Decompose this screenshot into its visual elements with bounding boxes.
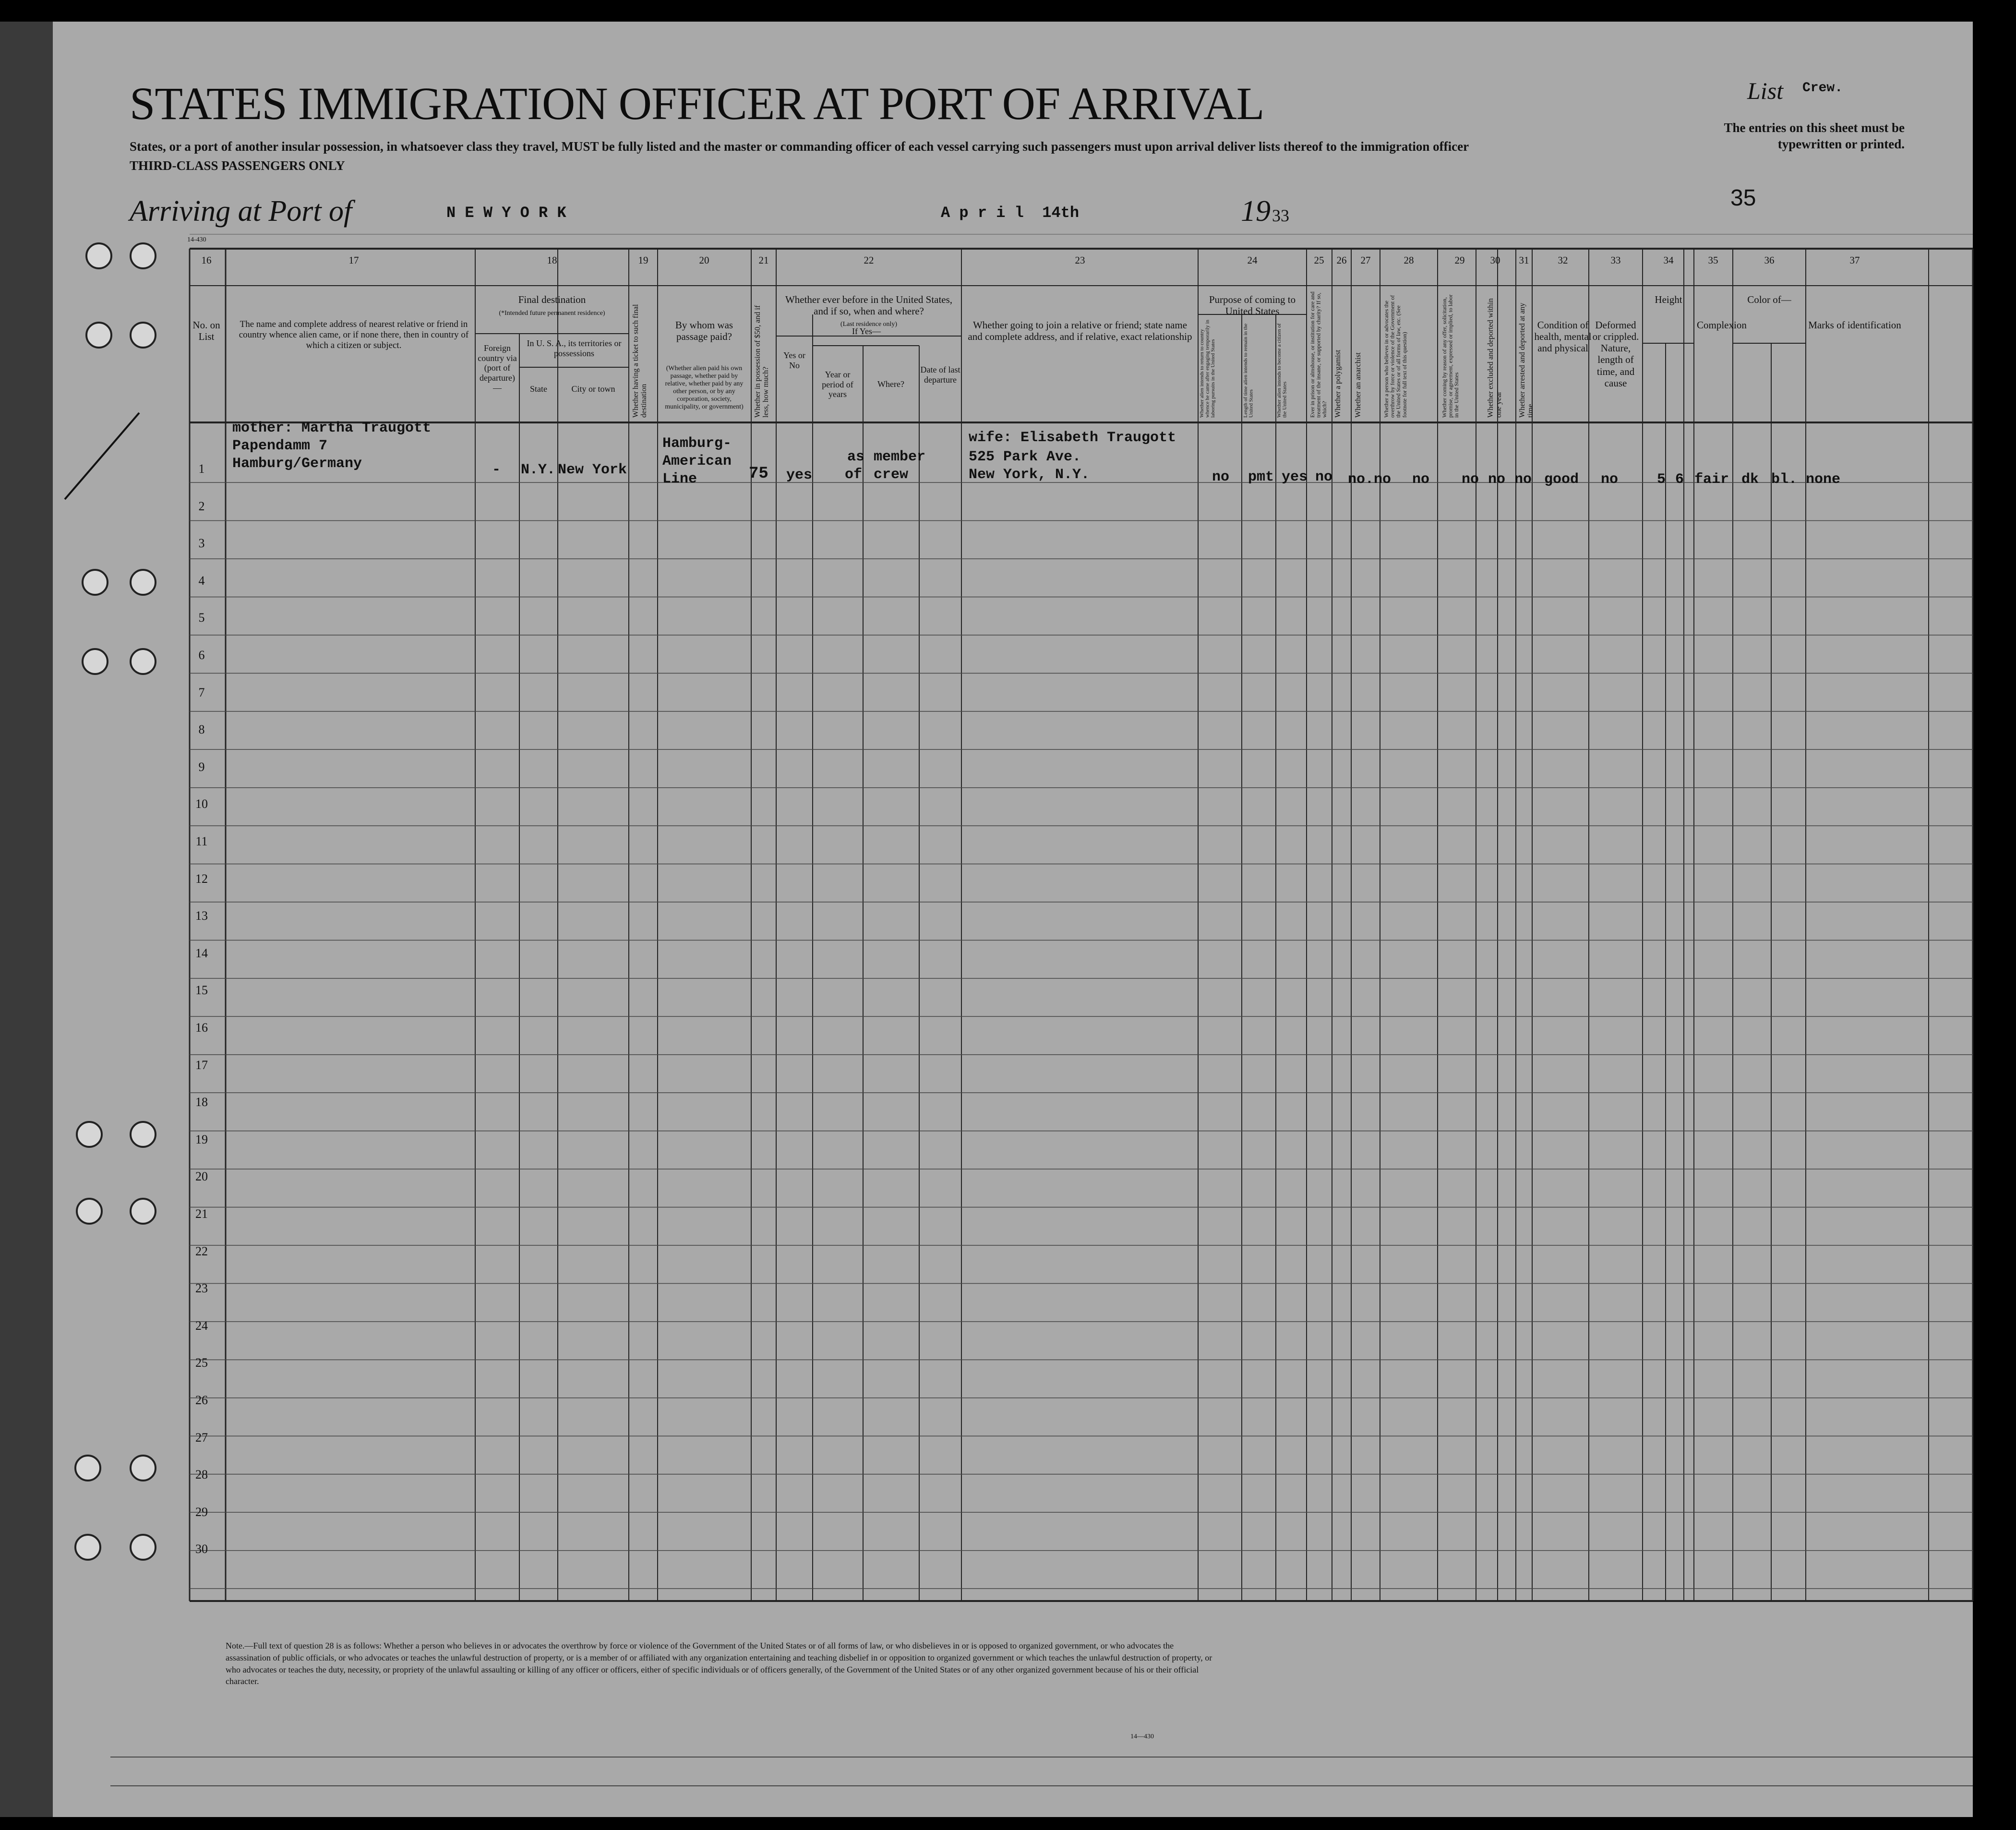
intends-return: no xyxy=(1212,469,1230,485)
q30-answer: no xyxy=(1488,471,1506,488)
row-number: 5 xyxy=(198,611,205,625)
form-title: STATES IMMIGRATION OFFICER AT PORT OF ARRIVAL xyxy=(130,78,1264,129)
column-note-20: (Whether alien paid his own passage, whether paid by relative, whether paid by any other person, or by any corporation, society, municipality, or government) xyxy=(665,365,744,411)
column-label-25: Ever in prison or almshouse, or institution for care and treatment of the insane, or supported by charity? If so, which? xyxy=(1309,291,1328,418)
row-number: 25 xyxy=(195,1356,208,1370)
rule-line xyxy=(65,413,139,499)
row-number: 17 xyxy=(195,1058,208,1072)
column-number-18: 18 xyxy=(547,254,557,266)
row-number: 10 xyxy=(195,797,208,811)
column-label-16: No. on List xyxy=(192,319,220,343)
column-note-22: (Last residence only) xyxy=(840,321,898,328)
anarchist: no xyxy=(1374,471,1392,488)
column-number-29: 29 xyxy=(1454,254,1465,266)
row-number: 6 xyxy=(198,648,205,662)
column-sub-24-3: Whether alien intends to become a citizen of the United States xyxy=(1276,323,1288,418)
row-number: 2 xyxy=(198,499,205,513)
column-number-25: 25 xyxy=(1314,254,1324,266)
column-number-21: 21 xyxy=(758,254,769,266)
column-number-28: 28 xyxy=(1404,254,1414,266)
column-number-22: 22 xyxy=(864,254,874,266)
row-number: 26 xyxy=(195,1393,208,1407)
where-2: crew xyxy=(874,467,909,483)
row-number: 13 xyxy=(195,909,208,923)
years-1: as xyxy=(847,449,865,465)
row-number: 8 xyxy=(198,722,205,737)
row-number: 7 xyxy=(198,685,205,699)
list-label: List xyxy=(1747,77,1784,104)
year-prefix: 19 xyxy=(1241,195,1271,228)
column-label-30: Whether excluded and deported within one year xyxy=(1487,298,1503,418)
form-code-bottom: 14—430 xyxy=(1130,1733,1154,1740)
row-number: 28 xyxy=(195,1468,208,1482)
row-number: 3 xyxy=(198,536,205,551)
column-label-18: Final destination xyxy=(518,294,586,305)
binding-hole xyxy=(130,1121,156,1148)
row-number: 4 xyxy=(198,573,205,588)
column-label-33: Deformed or crippled. Nature, length of time, and cause xyxy=(1592,319,1639,389)
binding-hole xyxy=(76,1121,103,1148)
column-sub-22-5: Date of last departure xyxy=(920,365,960,385)
binding-hole xyxy=(130,242,156,269)
binding-hole xyxy=(85,322,112,349)
hair-color: dk xyxy=(1741,471,1759,488)
year-suffix: 33 xyxy=(1272,206,1289,225)
typewritten-instructions: The entries on this sheet must be typewritten or printed. xyxy=(1724,120,1905,151)
row-number: 29 xyxy=(195,1505,208,1519)
binding-hole xyxy=(130,648,156,675)
column-number-30: 30 xyxy=(1490,254,1500,266)
column-sub-24-2: Length of time alien intends to remain in the United States xyxy=(1242,323,1254,418)
column-number-20: 20 xyxy=(699,254,709,266)
foreign-via: - xyxy=(492,462,501,478)
dest-state: N.Y. xyxy=(521,462,556,478)
paid-by-2: American xyxy=(662,453,732,470)
column-note-18: (*Intended future permanent residence) xyxy=(499,310,605,317)
column-number-24: 24 xyxy=(1247,254,1258,266)
before-in-us: yes xyxy=(786,467,813,483)
money: 75 xyxy=(749,465,768,483)
row-number: 9 xyxy=(198,759,205,774)
row-number: 12 xyxy=(195,871,208,886)
binding-hole xyxy=(130,1198,156,1225)
column-label-20: By whom was passage paid? xyxy=(675,319,733,343)
binding-hole xyxy=(74,1455,101,1481)
column-number-34: 34 xyxy=(1663,254,1674,266)
join-1: wife: Elisabeth Traugott xyxy=(969,430,1176,446)
column-sub-18-4: City or town xyxy=(571,384,615,394)
column-sub-18-1: Foreign country via (port of departure)— xyxy=(478,343,517,393)
q31-answer: no xyxy=(1514,471,1532,488)
row-number: 30 xyxy=(195,1542,208,1556)
port-name: N E W Y O R K xyxy=(446,204,566,222)
join-2: 525 Park Ave. xyxy=(969,449,1081,465)
become-citizen: yes xyxy=(1282,469,1308,485)
prison: no xyxy=(1315,469,1333,485)
column-sub-22-1: Yes or No xyxy=(783,350,805,370)
dest-city: New York xyxy=(558,462,627,478)
binding-hole xyxy=(74,1534,101,1561)
page-number: 35 xyxy=(1730,185,1756,211)
column-number-37: 37 xyxy=(1849,254,1860,266)
row-number: 24 xyxy=(195,1318,208,1333)
health: good xyxy=(1544,471,1579,488)
row-number: 21 xyxy=(195,1207,208,1221)
column-label-36: Color of— xyxy=(1747,294,1791,305)
paid-by-1: Hamburg- xyxy=(662,435,732,452)
height-inches: 6 xyxy=(1675,471,1684,488)
row-number: 23 xyxy=(195,1281,208,1296)
column-number-35: 35 xyxy=(1708,254,1718,266)
row-number: 14 xyxy=(195,946,208,960)
column-number-19: 19 xyxy=(638,254,648,266)
column-sub-18-3: State xyxy=(530,384,547,394)
column-sub-24-1: Whether alien intends to return to country whence he came after engaging temporarily in laboring pursuits in the United States xyxy=(1199,319,1216,418)
arrival-date: A p r i l 14th xyxy=(941,204,1080,222)
column-label-24: Purpose of coming to United States xyxy=(1209,294,1296,317)
q28-answer: no xyxy=(1412,471,1430,488)
column-number-33: 33 xyxy=(1610,254,1621,266)
identification-marks: none xyxy=(1806,471,1841,488)
column-sub-22-4: Where? xyxy=(877,379,904,389)
column-label-29: Whether coming by reason of any offer, solicitation, promise, or agreement, expressed or implied, to labor in the United States xyxy=(1440,294,1460,418)
length-of-stay: pmt xyxy=(1248,469,1274,485)
polygamist: no. xyxy=(1348,471,1374,488)
deformed: no xyxy=(1601,471,1619,488)
binding-hole xyxy=(85,242,112,269)
arriving-label: Arriving at Port of xyxy=(130,195,352,228)
q29-answer: no xyxy=(1462,471,1479,488)
row-number: 19 xyxy=(195,1132,208,1146)
column-number-17: 17 xyxy=(348,254,359,266)
column-label-19: Whether having a ticket to such final destination xyxy=(631,304,648,418)
column-number-16: 16 xyxy=(201,254,212,266)
column-sub-22-2: If Yes— xyxy=(852,326,881,336)
row-number: 11 xyxy=(195,834,208,848)
list-value: Crew. xyxy=(1802,81,1843,96)
binding-hole xyxy=(82,648,108,675)
column-sub-22-3: Year or period of years xyxy=(822,370,853,399)
column-label-34: Height xyxy=(1655,294,1682,305)
row-number: 1 xyxy=(198,462,205,476)
form-subtitle: States, or a port of another insular possession, in whatsoever class they travel, MUST be fully listed and the master or commanding officer of each vessel carrying such passengers must upon arrival deliver lists thereof to the immigration officer xyxy=(130,139,1469,154)
column-label-35: Complexion xyxy=(1697,319,1747,331)
row-number: 22 xyxy=(195,1244,208,1258)
row-number: 16 xyxy=(195,1021,208,1035)
binding-hole xyxy=(130,1455,156,1481)
binding-hole xyxy=(130,1534,156,1561)
binding-hole xyxy=(130,322,156,349)
class-line: THIRD-CLASS PASSENGERS ONLY xyxy=(130,158,345,173)
row-number: 20 xyxy=(195,1169,208,1184)
column-sub-18-2: In U. S. A., its territories or possessions xyxy=(527,338,622,358)
height-feet: 5 xyxy=(1657,471,1666,488)
column-label-23: Whether going to join a relative or friend; state name and complete address, and if relative, exact relationship xyxy=(968,319,1192,343)
column-number-36: 36 xyxy=(1764,254,1775,266)
relative-street: Papendamm 7 xyxy=(232,438,328,454)
column-number-27: 27 xyxy=(1360,254,1371,266)
column-label-31: Whether arrested and deported at any time xyxy=(1518,302,1535,418)
where-1: member xyxy=(874,449,926,465)
column-number-31: 31 xyxy=(1519,254,1529,266)
column-label-26: Whether a polygamist xyxy=(1334,349,1342,418)
column-label-28: Whether a person who believes in or advocates the overthrow by force or violence of the Government of the United States or of all forms of law, etc. (See footnote for full text of this question) xyxy=(1382,295,1408,418)
binding-hole xyxy=(130,569,156,596)
eye-color: bl. xyxy=(1771,471,1798,488)
paid-by-3: Line xyxy=(662,471,697,487)
years-2: of xyxy=(845,467,863,483)
form-code-top: 14-430 xyxy=(187,236,206,243)
row-number: 18 xyxy=(195,1095,208,1109)
row-number: 15 xyxy=(195,983,208,998)
join-3: New York, N.Y. xyxy=(969,467,1090,483)
relative-city: Hamburg/Germany xyxy=(232,456,362,472)
column-number-26: 26 xyxy=(1336,254,1347,266)
complexion: fair xyxy=(1694,471,1729,488)
relative-name: mother: Martha Traugott xyxy=(232,420,432,436)
column-label-27: Whether an anarchist xyxy=(1354,352,1362,418)
footnote-question-28: Note.—Full text of question 28 is as follows: Whether a person who believes in or advocates the overthrow by force or violence of the Government of the United States or of all forms of law, or who disbelieves in or is opposed to organized government, or who advocates the assassination of public officials, or who advocates or teaches the unlawful destruction of property, or is a member of or affiliated with any organization entertaining and teaching disbelief in or opposition to organized government or which teaches the unlawful destruction of property, or who advocates or teaches the duty, necessity, or propriety of the unlawful assaulting or killing of any officer or officers, either of specific individuals or of officers generally, of the Government of the United States or of any other organized government because of his or their official character. xyxy=(226,1641,1212,1686)
column-label-17: The name and complete address of nearest relative or friend in country whence alien came, or if none there, then in country of which a citizen or subject. xyxy=(239,319,469,350)
column-label-37: Marks of identification xyxy=(1808,319,1901,331)
row-number: 27 xyxy=(195,1430,208,1445)
binding-hole xyxy=(82,569,108,596)
column-label-21: Whether in possession of $50, and if less, how much? xyxy=(754,305,770,418)
column-number-32: 32 xyxy=(1558,254,1568,266)
column-number-23: 23 xyxy=(1075,254,1085,266)
column-label-32: Condition of health, mental and physical xyxy=(1534,319,1592,354)
binding-hole xyxy=(76,1198,103,1225)
column-label-22: Whether ever before in the United States, and if so, when and where? xyxy=(785,294,953,317)
